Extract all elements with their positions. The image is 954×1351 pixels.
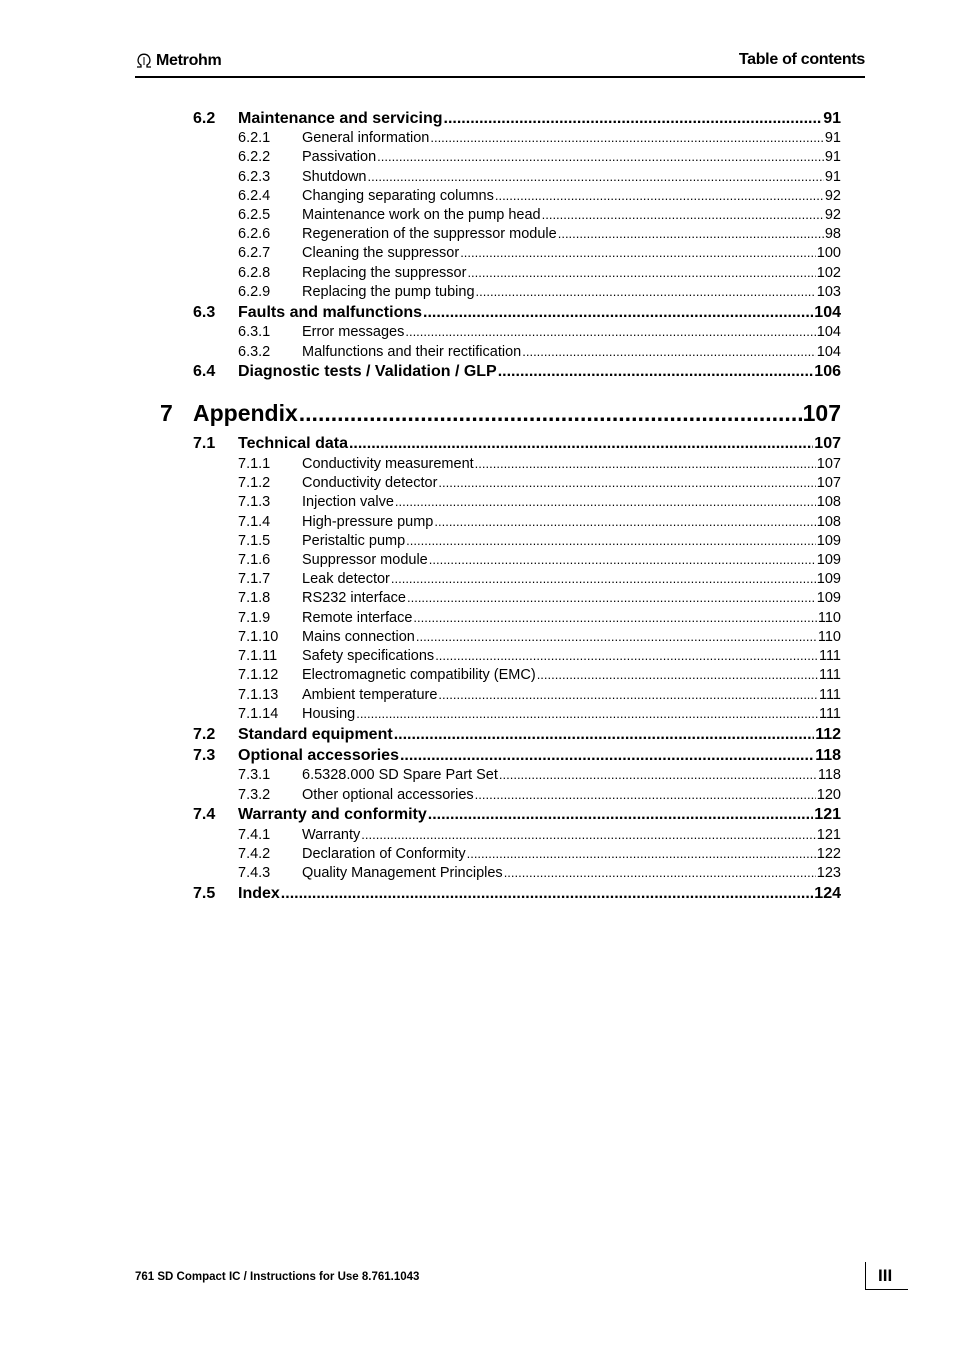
toc-entry-title: Remote interface bbox=[302, 610, 413, 626]
toc-leader-dots bbox=[475, 456, 816, 471]
toc-entry-title: Housing bbox=[302, 706, 356, 722]
toc-entry-number: 6.4 bbox=[193, 363, 216, 380]
toc-entry-title: Appendix bbox=[193, 400, 298, 426]
toc-entry[interactable] bbox=[238, 207, 841, 223]
toc-entry-number: 6.2.3 bbox=[238, 169, 271, 185]
toc-entry-number: 6.3.1 bbox=[238, 324, 271, 340]
toc-entry-title: Replacing the suppressor bbox=[302, 265, 467, 281]
toc-entry[interactable] bbox=[238, 590, 841, 606]
toc-leader-dots bbox=[416, 629, 817, 644]
toc-entry[interactable] bbox=[238, 767, 841, 783]
toc-entry-title: Other optional accessories bbox=[302, 787, 474, 803]
toc-leader-dots bbox=[467, 846, 816, 861]
toc-entry-page: 91 bbox=[824, 149, 841, 165]
toc-entry-page: 120 bbox=[816, 787, 841, 803]
toc-leader-dots bbox=[413, 610, 816, 625]
brand-name: Metrohm bbox=[156, 52, 222, 69]
toc-entry[interactable] bbox=[238, 648, 841, 664]
toc-entry[interactable] bbox=[238, 284, 841, 300]
toc-entry-number: 7.1.7 bbox=[238, 571, 271, 587]
toc-entry-number: 7.1.3 bbox=[238, 494, 271, 510]
toc-entry[interactable] bbox=[193, 304, 841, 322]
toc-leader-dots bbox=[361, 827, 816, 842]
toc-entry-number: 7.1.1 bbox=[238, 456, 271, 472]
toc-entry[interactable] bbox=[238, 514, 841, 530]
toc-entry-page: 121 bbox=[816, 827, 841, 843]
toc-entry-number: 6.2 bbox=[193, 110, 216, 127]
toc-entry-title: Passivation bbox=[302, 149, 377, 165]
toc-entry-number: 6.2.2 bbox=[238, 149, 271, 165]
toc-entry-page: 111 bbox=[818, 706, 841, 722]
toc-entry-page: 106 bbox=[814, 363, 841, 380]
toc-entry-page: 107 bbox=[816, 475, 841, 491]
toc-entry-title: Declaration of Conformity bbox=[302, 846, 466, 862]
toc-entry[interactable] bbox=[238, 827, 841, 843]
toc-entry-title: Index bbox=[238, 885, 280, 902]
toc-leader-dots bbox=[438, 687, 818, 702]
toc-entry-page: 92 bbox=[824, 188, 841, 204]
toc-entry-page: 121 bbox=[814, 806, 841, 823]
toc-entry-title: Peristaltic pump bbox=[302, 533, 406, 549]
toc-leader-dots bbox=[281, 885, 814, 903]
toc-entry[interactable] bbox=[193, 726, 841, 744]
toc-entry[interactable] bbox=[238, 494, 841, 510]
toc-entry-number: 7.2 bbox=[193, 726, 216, 743]
toc-entry-page: 91 bbox=[823, 110, 841, 127]
toc-entry-number: 7.3 bbox=[193, 747, 216, 764]
toc-entry-page: 107 bbox=[814, 435, 841, 452]
toc-entry-number: 6.3 bbox=[193, 304, 216, 321]
toc-leader-dots bbox=[428, 806, 814, 824]
toc-leader-dots bbox=[407, 590, 816, 605]
page-number: III bbox=[878, 1266, 893, 1285]
toc-entry-page: 122 bbox=[816, 846, 841, 862]
toc-entry-page: 111 bbox=[818, 648, 841, 664]
toc-entry-title: Faults and malfunctions bbox=[238, 304, 423, 321]
toc-entry-title: Injection valve bbox=[302, 494, 394, 510]
toc-entry-page: 109 bbox=[816, 590, 841, 606]
toc-leader-dots bbox=[391, 571, 816, 586]
toc-entry[interactable] bbox=[238, 787, 841, 803]
toc-entry-title: Maintenance work on the pump head bbox=[302, 207, 541, 223]
toc-leader-dots bbox=[394, 726, 815, 744]
toc-entry-title: Conductivity detector bbox=[302, 475, 438, 491]
toc-entry-number: 7.4.2 bbox=[238, 846, 271, 862]
toc-entry-page: 91 bbox=[824, 130, 841, 146]
toc-entry-page: 110 bbox=[817, 610, 841, 626]
toc-entry-page: 91 bbox=[824, 169, 841, 185]
toc-leader-dots bbox=[423, 304, 813, 322]
toc-entry[interactable] bbox=[238, 687, 841, 703]
toc-entry-number: 6.2.4 bbox=[238, 188, 271, 204]
toc-entry-number: 7.1.11 bbox=[238, 648, 278, 664]
toc-leader-dots bbox=[558, 226, 824, 241]
toc-entry[interactable] bbox=[238, 706, 841, 722]
toc-entry-title: Suppressor module bbox=[302, 552, 428, 568]
toc-entry-page: 111 bbox=[818, 667, 841, 683]
toc-entry[interactable] bbox=[160, 400, 841, 427]
toc-entry-title: RS232 interface bbox=[302, 590, 406, 606]
toc-entry-title: Ambient temperature bbox=[302, 687, 438, 703]
toc-entry[interactable] bbox=[238, 149, 841, 165]
toc-leader-dots bbox=[498, 363, 814, 381]
toc-entry-number: 6.2.7 bbox=[238, 245, 271, 261]
toc-leader-dots bbox=[356, 706, 818, 721]
toc-entry[interactable] bbox=[238, 667, 841, 683]
toc-entry-page: 102 bbox=[816, 265, 841, 281]
toc-entry-title: Standard equipment bbox=[238, 726, 393, 743]
toc-entry-number: 7.1.6 bbox=[238, 552, 271, 568]
toc-entry-number: 6.3.2 bbox=[238, 344, 271, 360]
toc-entry-page: 104 bbox=[816, 344, 841, 360]
toc-entry[interactable] bbox=[238, 571, 841, 587]
toc-entry-page: 108 bbox=[816, 514, 841, 530]
toc-entry-title: Leak detector bbox=[302, 571, 390, 587]
toc-entry-title: Quality Management Principles bbox=[302, 865, 503, 881]
toc-entry-title: 6.5328.000 SD Spare Part Set bbox=[302, 767, 498, 783]
toc-entry-number: 6.2.6 bbox=[238, 226, 271, 242]
toc-entry-number: 7.1.2 bbox=[238, 475, 271, 491]
toc-entry-page: 108 bbox=[816, 494, 841, 510]
toc-entry-title: Maintenance and servicing bbox=[238, 110, 443, 127]
section-title: Table of contents bbox=[738, 51, 865, 68]
toc-entry-page: 109 bbox=[816, 533, 841, 549]
toc-entry-page: 124 bbox=[814, 885, 841, 902]
toc-leader-dots bbox=[299, 400, 802, 427]
toc-entry-title: Shutdown bbox=[302, 169, 367, 185]
toc-entry-number: 7.1 bbox=[193, 435, 216, 452]
toc-leader-dots bbox=[467, 265, 815, 280]
toc-entry-number: 6.2.1 bbox=[238, 130, 271, 146]
toc-leader-dots bbox=[406, 533, 816, 548]
toc-entry[interactable] bbox=[193, 747, 841, 765]
toc-leader-dots bbox=[368, 169, 824, 184]
toc-entry-number: 7.1.14 bbox=[238, 706, 279, 722]
toc-leader-dots bbox=[495, 188, 824, 203]
toc-entry-page: 107 bbox=[816, 456, 841, 472]
toc-entry-number: 7.4.1 bbox=[238, 827, 271, 843]
toc-entry[interactable] bbox=[238, 552, 841, 568]
page-header bbox=[135, 46, 865, 78]
toc-entry-title: Optional accessories bbox=[238, 747, 399, 764]
toc-entry-page: 100 bbox=[816, 245, 841, 261]
toc-leader-dots bbox=[542, 207, 824, 222]
toc-entry-title: Mains connection bbox=[302, 629, 415, 645]
footer-rule bbox=[865, 1289, 908, 1290]
toc-leader-dots bbox=[522, 344, 816, 359]
toc-entry-number: 7.1.13 bbox=[238, 687, 279, 703]
toc-leader-dots bbox=[430, 130, 824, 145]
toc-leader-dots bbox=[444, 110, 823, 128]
toc-entry-number: 6.2.5 bbox=[238, 207, 271, 223]
toc-entry-page: 109 bbox=[816, 571, 841, 587]
toc-entry[interactable] bbox=[238, 245, 841, 261]
toc-leader-dots bbox=[435, 648, 818, 663]
footer-document-id: 761 SD Compact IC / Instructions for Use 8.761.1043 bbox=[135, 1271, 420, 1283]
toc-leader-dots bbox=[475, 787, 816, 802]
toc-leader-dots bbox=[460, 245, 816, 260]
toc-leader-dots bbox=[476, 284, 816, 299]
toc-entry-number: 7.1.12 bbox=[238, 667, 279, 683]
toc-entry-number: 7.1.4 bbox=[238, 514, 271, 530]
toc-leader-dots bbox=[395, 494, 816, 509]
toc-entry-title: Replacing the pump tubing bbox=[302, 284, 475, 300]
toc-entry[interactable] bbox=[238, 265, 841, 281]
toc-entry[interactable] bbox=[193, 885, 841, 903]
footer-divider bbox=[865, 1262, 866, 1290]
toc-leader-dots bbox=[400, 747, 814, 765]
toc-leader-dots bbox=[499, 767, 817, 782]
toc-entry-title: Error messages bbox=[302, 324, 405, 340]
toc-entry[interactable] bbox=[193, 363, 841, 381]
toc-entry-page: 98 bbox=[824, 226, 841, 242]
toc-entry[interactable] bbox=[238, 169, 841, 185]
toc-entry[interactable] bbox=[238, 533, 841, 549]
toc-entry-number: 7.4.3 bbox=[238, 865, 271, 881]
toc-entry-title: Changing separating columns bbox=[302, 188, 494, 204]
toc-entry[interactable] bbox=[238, 344, 841, 360]
toc-entry-page: 118 bbox=[817, 767, 841, 783]
toc-entry-title: Cleaning the suppressor bbox=[302, 245, 460, 261]
toc-entry[interactable] bbox=[193, 806, 841, 824]
toc-entry-title: High-pressure pump bbox=[302, 514, 434, 530]
omega-icon bbox=[135, 53, 153, 69]
toc-entry[interactable] bbox=[238, 188, 841, 204]
toc-entry[interactable] bbox=[238, 130, 841, 146]
toc-entry-page: 118 bbox=[815, 747, 841, 764]
toc-entry-number: 7.1.8 bbox=[238, 590, 271, 606]
toc-leader-dots bbox=[429, 552, 816, 567]
toc-entry[interactable] bbox=[193, 110, 841, 128]
toc-leader-dots bbox=[434, 514, 815, 529]
toc-entry-page: 103 bbox=[816, 284, 841, 300]
toc-entry-number: 7.1.10 bbox=[238, 629, 279, 645]
toc-entry-number: 7.5 bbox=[193, 885, 216, 902]
toc-entry-title: Electromagnetic compatibility (EMC) bbox=[302, 667, 536, 683]
toc-entry-page: 112 bbox=[815, 726, 841, 743]
toc-entry[interactable] bbox=[238, 456, 841, 472]
toc-entry-title: Diagnostic tests / Validation / GLP bbox=[238, 363, 497, 380]
toc-entry[interactable] bbox=[238, 610, 841, 626]
toc-entry-title: Regeneration of the suppressor module bbox=[302, 226, 557, 242]
brand-logo bbox=[135, 52, 221, 70]
toc-leader-dots bbox=[537, 667, 818, 682]
toc-entry-number: 7.4 bbox=[193, 806, 216, 823]
toc-entry-title: Malfunctions and their rectification bbox=[302, 344, 522, 360]
toc-entry-title: Warranty and conformity bbox=[238, 806, 427, 823]
toc-entry[interactable] bbox=[238, 226, 841, 242]
toc-entry[interactable] bbox=[238, 324, 841, 340]
toc-entry-number: 7.1.9 bbox=[238, 610, 271, 626]
toc-entry-number: 7.3.1 bbox=[238, 767, 271, 783]
toc-entry-number: 7.3.2 bbox=[238, 787, 271, 803]
toc-entry[interactable] bbox=[238, 865, 841, 881]
toc-entry-title: Technical data bbox=[238, 435, 348, 452]
toc-entry-page: 107 bbox=[802, 400, 841, 426]
toc-entry-page: 104 bbox=[816, 324, 841, 340]
toc-leader-dots bbox=[438, 475, 815, 490]
toc-entry-page: 111 bbox=[818, 687, 841, 703]
toc-entry[interactable] bbox=[238, 846, 841, 862]
toc-entry[interactable] bbox=[193, 435, 841, 453]
toc-entry-title: Conductivity measurement bbox=[302, 456, 474, 472]
toc-entry-page: 123 bbox=[816, 865, 841, 881]
toc-entry-page: 110 bbox=[817, 629, 841, 645]
toc-entry-number: 6.2.8 bbox=[238, 265, 271, 281]
toc-entry-page: 92 bbox=[824, 207, 841, 223]
toc-entry[interactable] bbox=[238, 629, 841, 645]
toc-entry-title: General information bbox=[302, 130, 430, 146]
toc-entry-number: 7.1.5 bbox=[238, 533, 271, 549]
toc-entry[interactable] bbox=[238, 475, 841, 491]
toc-entry-number: 7 bbox=[160, 400, 173, 426]
toc-entry-title: Warranty bbox=[302, 827, 361, 843]
toc-entry-title: Safety specifications bbox=[302, 648, 435, 664]
toc-entry-page: 104 bbox=[814, 304, 841, 321]
toc-entry-number: 6.2.9 bbox=[238, 284, 271, 300]
toc-leader-dots bbox=[405, 324, 815, 339]
toc-leader-dots bbox=[377, 149, 824, 164]
toc-leader-dots bbox=[504, 865, 816, 880]
toc-leader-dots bbox=[349, 435, 813, 453]
toc-entry-page: 109 bbox=[816, 552, 841, 568]
